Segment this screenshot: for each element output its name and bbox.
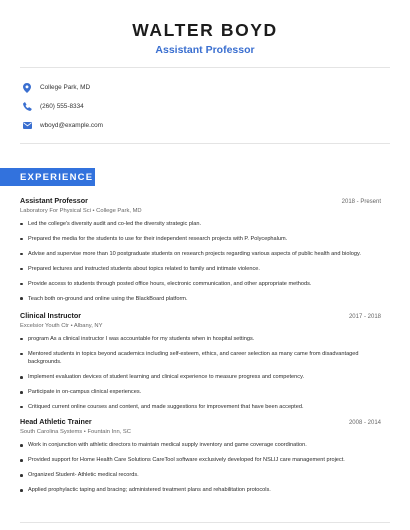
experience-list [0, 196, 410, 495]
candidate-name: WALTER BOYD [132, 20, 278, 40]
list-item: program As a clinical instructor I was accountable for my students when in hospital settings. [20, 335, 381, 343]
job-bullets [20, 335, 381, 411]
list-item: Led the college's diversity audit and co-led the diversity strategic plan. [20, 220, 381, 228]
list-item: Advise and supervise more than 10 postgraduate students on research projects regarding various aspects of public health and biology. [20, 250, 381, 258]
list-item: Work in conjunction with athletic directors to maintain medical supply inventory and game coverage coordination. [20, 441, 381, 449]
contact-email [22, 116, 410, 135]
job-dates: 2017 - 2018 [348, 313, 381, 320]
experience-heading: EXPERIENCE [20, 171, 94, 183]
job-bullets [20, 220, 381, 303]
job-location: Fountain Inn, SC [87, 429, 131, 436]
contact-location [22, 78, 410, 97]
email-icon [22, 121, 32, 131]
resume-header [0, 0, 410, 56]
email-text: wboyd@example.com [40, 122, 103, 129]
list-item: Prepared lectures and instructed students about topics related to family and intimate violence. [20, 265, 381, 273]
list-item: Organized Student- Athletic medical records. [20, 471, 381, 479]
job-dates: 2018 - Present [341, 199, 381, 205]
list-item: Provided support for Home Health Care Solutions CareTool software exclusively developed for NSLIJ care management project. [20, 456, 381, 464]
job-title: Clinical Instructor [20, 310, 82, 320]
job-title: Assistant Professor [20, 196, 88, 205]
job-org: Excelsior Youth Ctr [20, 322, 69, 329]
contact-phone [22, 97, 410, 116]
list-item: Mentored students in topics beyond academics including self-esteem, ethics, and career selection as many came from disadvantaged backgrounds. [20, 350, 381, 367]
list-item: Prepared the media for the students to use for their independent research projects with P. Polycephalum. [20, 235, 381, 243]
list-item: Teach both on-ground and online using the BlackBoard platform. [20, 295, 381, 303]
phone-text: (260) 555-8334 [40, 103, 84, 110]
job-org-line: South Carolina Systems • Fountain Inn, SC [20, 429, 131, 436]
job-bullets [20, 441, 381, 494]
job-entry [20, 311, 381, 411]
job-location: Albany, NY [73, 322, 103, 329]
job-dates: 2008 - 2014 [348, 420, 381, 427]
job-org: South Carolina Systems [20, 429, 83, 436]
job-org: Laboratory For Physical Sci [20, 208, 91, 214]
list-item: Critiqued current online courses and content, and made suggestions for improvement that have been accepted. [20, 403, 381, 411]
experience-section-banner [0, 168, 95, 186]
job-org-line: Laboratory For Physical Sci • College Park, MD [20, 208, 142, 214]
list-item: Provide access to students through posted office hours, electronic communication, and other appropriate methods. [20, 280, 381, 288]
job-entry [20, 196, 381, 303]
job-location: College Park, MD [96, 208, 142, 214]
contact-divider [20, 143, 390, 144]
list-item: Implement evaluation devices of student learning and clinical experience to measure progress and competency. [20, 373, 381, 381]
location-pin-icon [22, 83, 32, 93]
job-entry [20, 417, 381, 494]
candidate-title: Assistant Professor [155, 44, 255, 56]
phone-icon [22, 102, 32, 112]
location-text: College Park, MD [40, 84, 91, 91]
list-item: Participate in on-campus clinical experiences. [20, 388, 381, 396]
footer-divider [20, 522, 390, 523]
job-title: Head Athletic Trainer [20, 417, 92, 427]
contact-list [0, 68, 410, 135]
list-item: Applied prophylactic taping and bracing; administered treatment plans and rehabilitation protocols. [20, 486, 381, 494]
job-org-line: Excelsior Youth Ctr • Albany, NY [20, 322, 103, 329]
